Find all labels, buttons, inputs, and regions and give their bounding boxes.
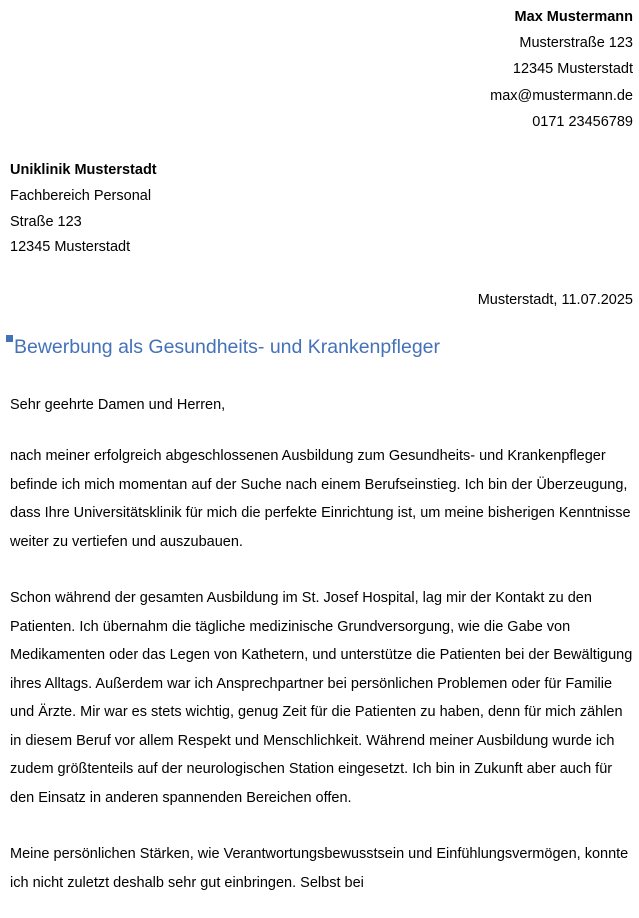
letter-body	[10, 394, 635, 897]
sender-city: 12345 Musterstadt	[512, 61, 633, 78]
salutation: Sehr geehrte Damen und Herren,	[10, 397, 226, 414]
subject-heading: Bewerbung als Gesundheits- und Krankenpfleger	[14, 336, 441, 359]
recipient-street: Straße 123	[10, 213, 82, 230]
sender-phone: 0171 23456789	[532, 113, 633, 130]
recipient-city: 12345 Musterstadt	[10, 239, 131, 256]
subject-heading-block	[10, 334, 635, 360]
body-paragraph-1: nach meiner erfolgreich abgeschlossenen Ausbildung zum Gesundheits- und Krankenpfleger befinde ich mich momentan auf der Suche nach einem Berufseinstieg. Ich bin der Überzeugung, dass Ihre Universitätsklinik für mich die perfekte Einrichtung ist, um meine bisherigen Kenntnisse weiter zu vertiefen und auszubauen.	[10, 448, 631, 550]
sender-street: Musterstraße 123	[519, 35, 633, 52]
body-paragraph-2: Schon während der gesamten Ausbildung im St. Josef Hospital, lag mir der Kontakt zu den Patienten. Ich übernahm die tägliche medizinische Grundversorgung, wie die Gabe von Medikamenten oder das Legen von Kathetern, und unterstütze die Patienten bei der Bewältigung ihres Alltags. Außerdem war ich Ansprechpartner bei persönlichen Problemen oder für Familie und Ärzte. Mir war es stets wichtig, genug Zeit für die Patienten zu haben, denn für mich zählen in diesem Beruf vor allem Respekt und Menschlichkeit. Während meiner Ausbildung wurde ich zudem größtenteils auf der neurologischen Station eingesetzt. Ich bin in Zukunft aber auch für den Einsatz in anderen spannenden Bereichen offen.	[10, 590, 633, 806]
square-bullet-icon	[6, 335, 13, 342]
recipient-organization: Uniklinik Musterstadt	[10, 162, 157, 179]
sender-name: Max Mustermann	[514, 9, 633, 25]
recipient-address-block	[10, 158, 635, 261]
recipient-department: Fachbereich Personal	[10, 187, 152, 204]
date-line: Musterstadt, 11.07.2025	[477, 292, 633, 309]
sender-address-block	[10, 0, 635, 135]
sender-email: max@mustermann.de	[490, 87, 633, 104]
body-paragraph-3: Meine persönlichen Stärken, wie Verantwortungsbewusstsein und Einfühlungsvermögen, konnte ich nicht zuletzt deshalb sehr gut einbringen. Selbst bei	[10, 846, 629, 891]
